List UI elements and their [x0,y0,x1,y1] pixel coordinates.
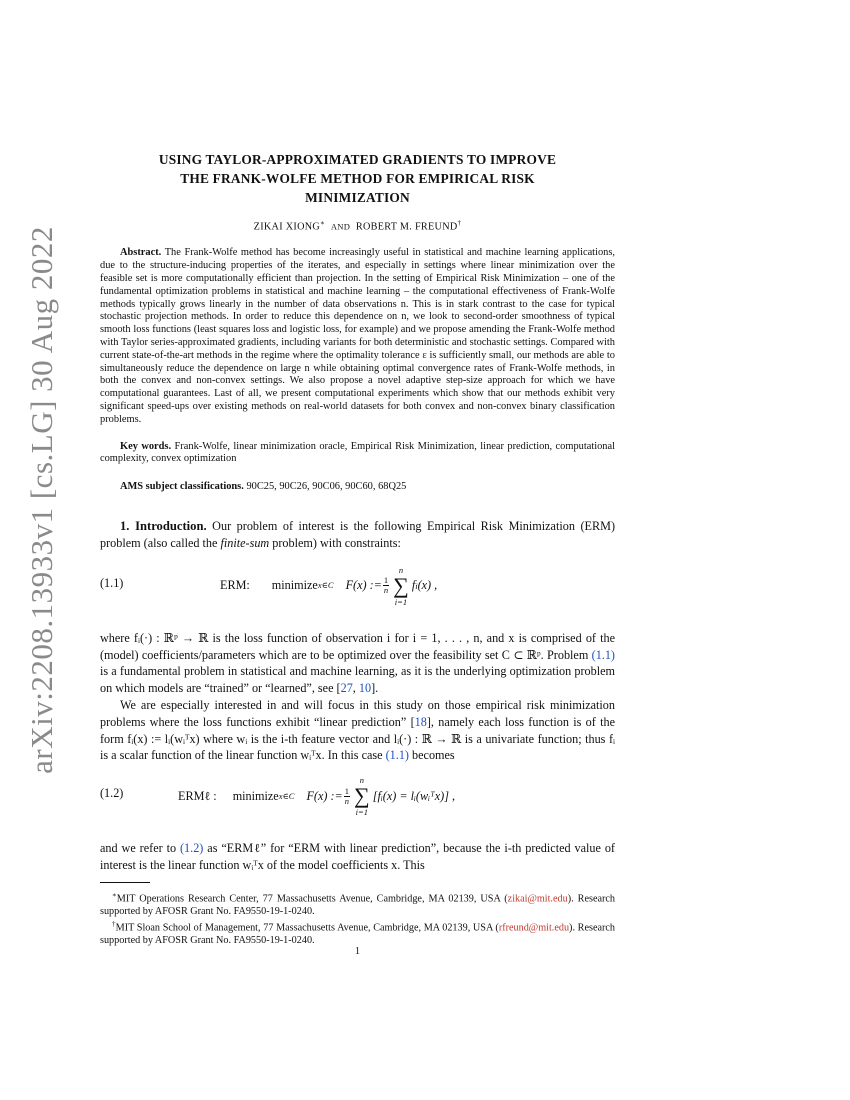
eq1-frac-num: 1 [383,575,389,586]
footnote-rule [100,882,150,883]
title-line-3: MINIMIZATION [305,190,410,205]
footnote-1-mark: ∗ [112,890,117,899]
abstract-text: The Frank-Wolfe method has become increasingly useful in statistical and machine learning applications, due to the structure-inducing properties of the iterates, and especially in settings where linear minimization over the feasible set is more computationally efficient than projection. In the setting of Empirical Risk Minimization – one of the fundamental optimization problems in statistical and machine learning – the computational effectiveness of Frank-Wolfe methods typically grows linearly in the number of data observations n. This is in stark contrast to the case for typical stochastic projection methods. In order to reduce this dependence on n, we look to second-order smoothness of typical smooth loss functions (least squares loss and logistic loss, for example) and we propose amending the Frank-Wolfe method with Taylor series-approximated gradients, including variants for both deterministic and stochastic settings. Compared with current state-of-the-art methods in the regime where the optimality tolerance ε is sufficiently small, our methods are able to simultaneously reduce the dependence on large n while obtaining optimal convergence rates of Frank-Wolfe methods, in both the convex and non-convex settings. We also propose a novel adaptive step-size approach for which we have computational guarantees. Last of all, we present computational experiments which show that our methods exhibit very significant speed-ups over existing methods on real-world datasets for both convex and non-convex binary classification problems. [100,247,615,425]
title-line-2: THE FRANK-WOLFE METHOD FOR EMPIRICAL RISK [180,171,535,186]
eq2-fraction [344,787,350,806]
intro-p2-end: ]. [371,681,379,696]
author-1: ZIKAI XIONG [253,221,321,233]
page-number: 1 [354,946,361,957]
ams-label: AMS subject classifications. [120,481,244,493]
eq1-sum [393,565,409,607]
ams-classifications [100,481,615,494]
cite-18[interactable]: 18 [414,714,427,729]
cite-27[interactable]: 27 [340,681,353,696]
eq1-minimize: minimize [271,578,318,593]
eq2-F: F(x) := [306,788,343,803]
email-link-rfreund[interactable]: rfreund@mit.edu [498,922,570,934]
abstract-label: Abstract. [120,247,162,259]
footnote-2-mark: † [112,920,116,929]
intro-p1-em: finite-sum [220,535,270,550]
ref-eq-1-1-b[interactable]: (1.1) [385,748,409,763]
intro-paragraph-1 [100,518,615,552]
footnote-1-b: ). Research supported by AFOSR Grant No. FA9550-19-1-0240. [100,893,615,917]
intro-p4-b: as “ERMℓ” for “ERM with linear prediction”, because the i-th predicted value of interest is the linear function wᵢᵀx of the model coefficients x. This [100,841,615,872]
intro-paragraph-3 [100,697,615,764]
intro-p4-a: and we refer to [100,841,180,856]
abstract [100,247,615,426]
footnote-2-b: ). Research supported by AFOSR Grant No. FA9550-19-1-0240. [100,922,615,947]
eq1-subscript: x∈C [317,580,334,591]
intro-p1-b: problem) with constraints: [269,535,401,550]
eq2-sum-sigma: ∑ [354,783,370,809]
footnote-2-a: MIT Sloan School of Management, 77 Massachusetts Avenue, Cambridge, MA 02139, USA ( [115,922,499,934]
eq2-frac-den: n [344,795,350,806]
intro-paragraph-4 [100,840,615,874]
author-1-mark: ∗ [320,219,326,227]
ref-eq-1-2[interactable]: (1.2) [180,841,204,856]
eq1-label: ERM: [220,578,250,593]
eq1-sum-top: n [398,564,404,575]
cite-10[interactable]: 10 [358,681,372,696]
keywords-text: Frank-Wolfe, linear minimization oracle, Empirical Risk Minimization, linear prediction, computational complexity, convex optimization [100,440,615,465]
eq1-term-sub: i [415,580,418,591]
equation-1-2-body [178,774,455,818]
footnote-1-a: MIT Operations Research Center, 77 Massachusetts Avenue, Cambridge, MA 02139, USA ( [116,893,508,905]
footnotes [100,889,615,948]
eq1-frac-den: n [383,585,389,596]
author-line [100,219,615,232]
ref-eq-1-1-a[interactable]: (1.1) [591,647,615,662]
eq2-minimize: minimize [232,788,279,803]
intro-p2: where fᵢ(·) : ℝᵖ → ℝ is the loss function of observation i for i = 1, . . . , n, and x is comprised of the (model) coefficients/parameters which are to be optimized over the feasibility set C ⊂ ℝᵖ. Problem [100,630,615,662]
equation-1-2-number: (1.2) [100,786,124,801]
equation-1-1-number: (1.1) [100,575,124,590]
intro-p3-a: We are especially interested in and will focus in this study on those empirical risk minimization problems where the loss functions exhibit “linear prediction” [ [100,697,615,729]
intro-p1-a: Our problem of interest is the following Empirical Risk Minimization (ERM) problem (also called the [100,518,616,550]
email-link-zikai[interactable]: zikai@mit.edu [507,893,568,905]
keywords [100,441,615,467]
intro-paragraph-2 [100,630,615,697]
title-line-1: USING TAYLOR-APPROXIMATED GRADIENTS TO IMPROVE [158,152,557,167]
eq1-term: f [411,578,416,593]
eq1-sum-sigma: ∑ [393,572,409,598]
eq2-sum-top: n [359,775,364,786]
eq2-label: ERMℓ : [178,788,217,803]
intro-p3-b: ], namely each loss function is of the form fᵢ(x) := lᵢ(wᵢᵀx) where wᵢ is the i-th feature vector and lᵢ(·) : ℝ → ℝ is a univariate function; thus fᵢ is a scalar function of the linear function wᵢᵀx. In this case [100,714,615,763]
arxiv-stamp [12,226,72,774]
eq1-term-arg: (x) , [417,578,438,593]
eq2-sum [354,775,370,817]
equation-1-1-body [220,564,437,608]
eq2-sum-bottom: i=1 [355,807,369,818]
paper-title [100,150,615,207]
author-and: AND [330,221,351,232]
eq2-frac-num: 1 [344,785,350,796]
eq1-F: F(x) := [345,578,382,593]
eq1-sum-bottom: i=1 [394,596,408,607]
author-2: ROBERT M. FREUND [355,221,458,233]
eq1-fraction [383,576,389,595]
section-heading-introduction: 1. Introduction. [120,518,207,533]
footnote-1 [100,889,615,919]
eq2-body: [fᵢ(x) = lᵢ(wᵢᵀx)] , [372,788,456,803]
footnote-2 [100,918,615,948]
author-2-mark: † [457,219,462,227]
ams-text: 90C25, 90C26, 90C06, 90C60, 68Q25 [246,481,407,493]
equation-1-2 [100,774,615,826]
paper-page [100,150,616,957]
intro-p2-comma: , [352,681,359,696]
intro-p3-c: becomes [408,748,455,763]
arxiv-stamp-text: arXiv:2208.13933v1 [cs.LG] 30 Aug 2022 [24,226,60,774]
intro-p2-b: is a fundamental problem in statistical and machine learning, as it is the underlying optimization problem on which models are “trained” or “learned”, see [ [100,664,615,696]
equation-1-1 [100,564,615,616]
keywords-label: Key words. [120,440,172,452]
eq2-subscript: x∈C [278,790,295,801]
